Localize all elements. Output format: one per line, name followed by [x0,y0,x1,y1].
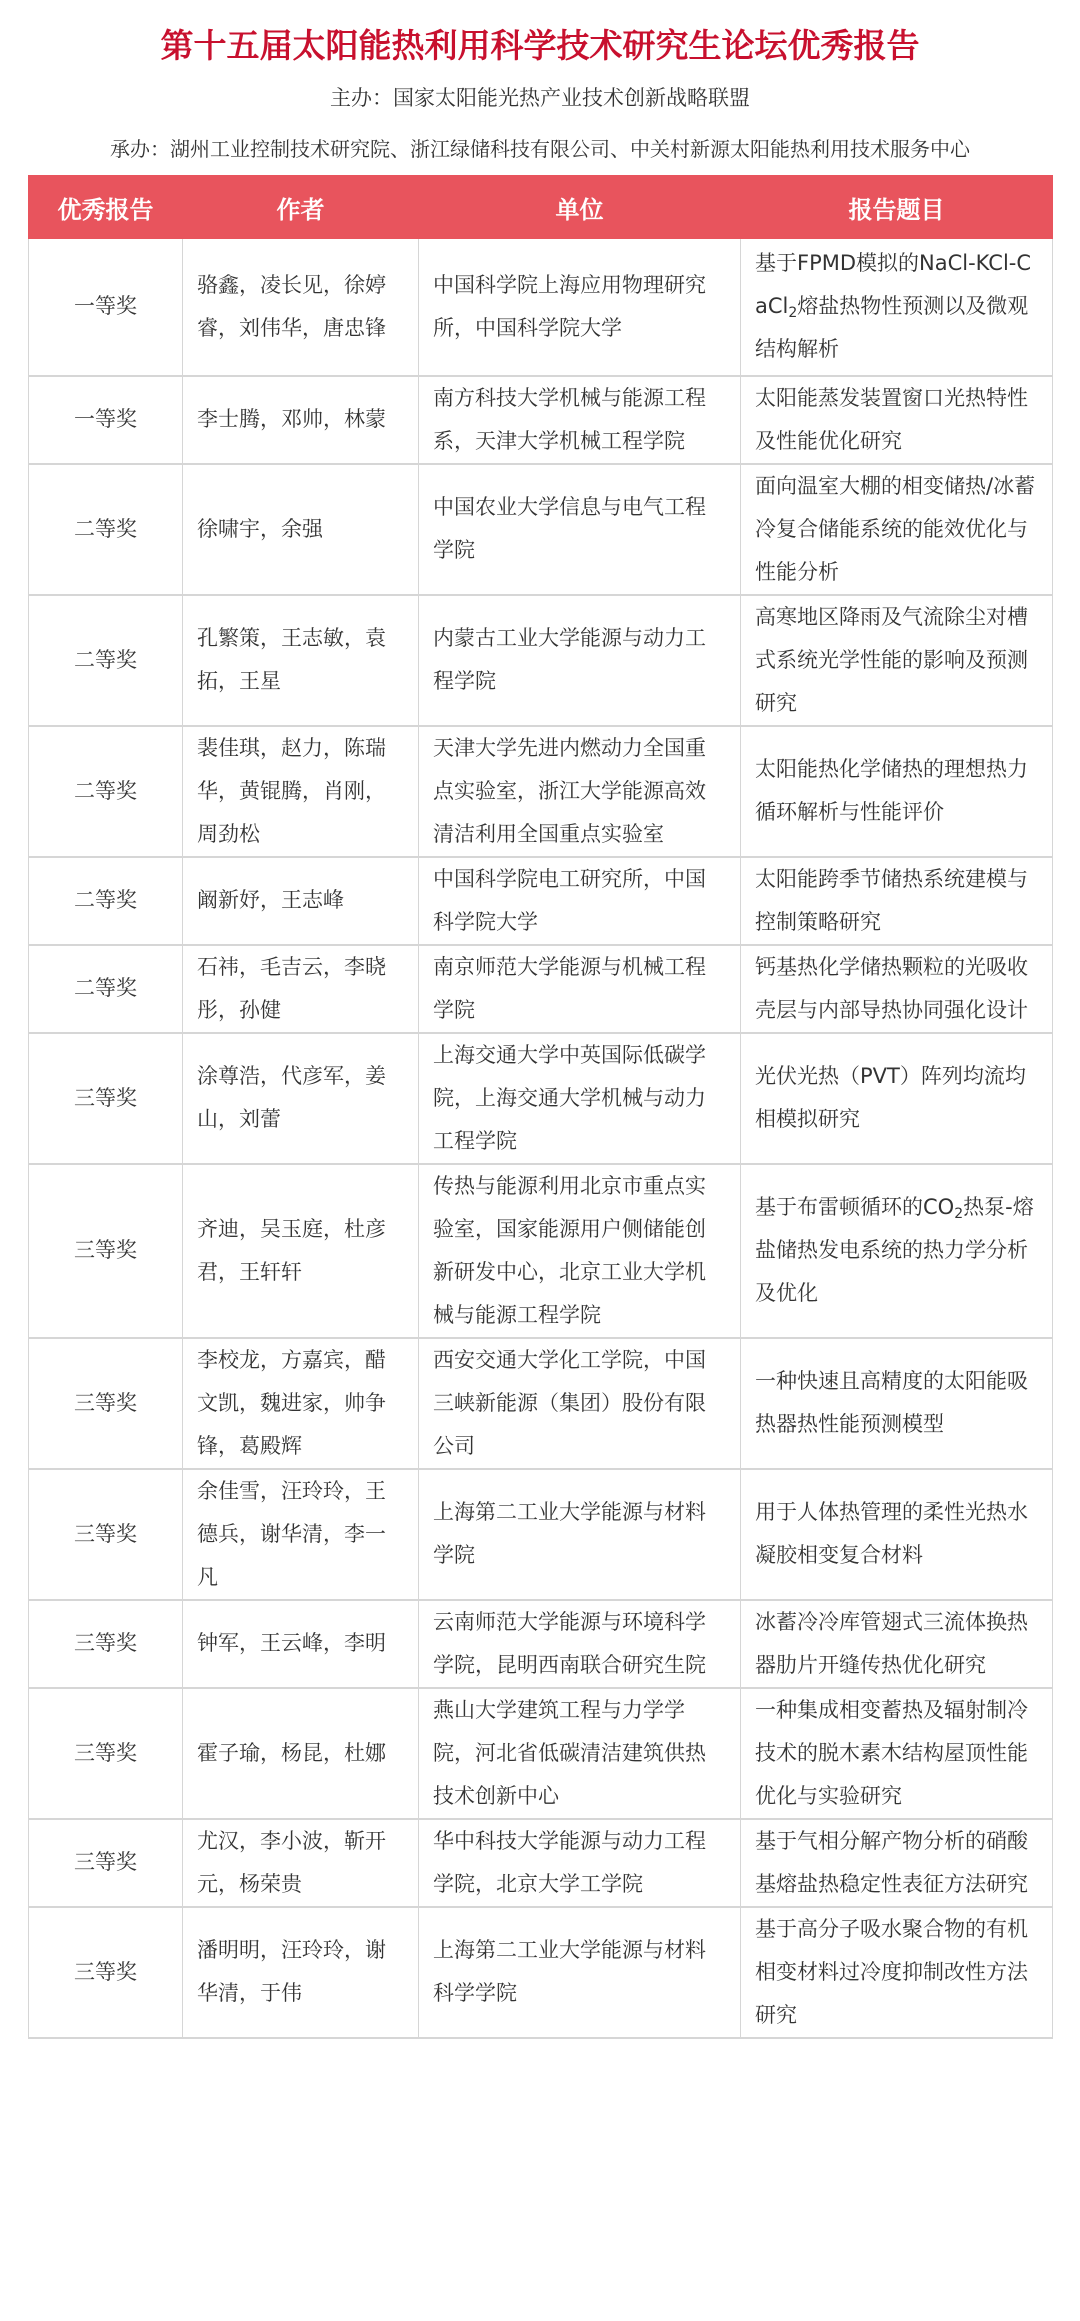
authors-cell: 阚新妤，王志峰 [183,857,419,945]
authors-cell: 骆鑫，凌长见，徐婷睿，刘伟华，唐忠锋 [183,239,419,376]
undertake-line: 承办：湖州工业控制技术研究院、浙江绿储科技有限公司、中关村新源太阳能热利用技术服务中心 [110,137,970,161]
report-title-cell [741,595,1053,726]
table-row [29,1907,1053,2038]
report-title-text: 光伏光热（PVT）阵列均流均相模拟研究 [755,1064,1026,1131]
table-row [29,726,1053,857]
unit-cell: 中国科学院电工研究所，中国科学院大学 [419,857,741,945]
report-title-text: 面向温室大棚的相变储热/冰蓄冷复合储能系统的能效优化与性能分析 [755,473,1036,584]
authors-cell: 齐迪，吴玉庭，杜彦君，王轩轩 [183,1164,419,1338]
report-title-text: 钙基热化学储热颗粒的光吸收壳层与内部导热协同强化设计 [755,954,1028,1022]
table-row [29,376,1053,464]
report-title-cell [741,464,1053,595]
table-row [29,464,1053,595]
report-title-cell [741,1033,1053,1164]
authors-cell: 涂尊浩，代彦军，姜山，刘蕾 [183,1033,419,1164]
authors-cell: 尤汉，李小波，靳开元，杨荣贵 [183,1819,419,1907]
report-title-text: 基于高分子吸水聚合物的有机相变材料过冷度抑制改性方法研究 [755,1916,1028,2027]
unit-cell: 传热与能源利用北京市重点实验室，国家能源用户侧储能创新研发中心，北京工业大学机械与能源工程学院 [419,1164,741,1338]
table-header-row [29,176,1053,239]
report-title-text: 一种集成相变蓄热及辐射制冷技术的脱木素木结构屋顶性能优化与实验研究 [755,1697,1028,1808]
authors-cell: 孔繁策，王志敏，袁拓，王星 [183,595,419,726]
award-rank-cell: 三等奖 [29,1164,183,1338]
unit-cell: 上海交通大学中英国际低碳学院，上海交通大学机械与动力工程学院 [419,1033,741,1164]
table-row [29,1600,1053,1688]
award-rank-cell: 二等奖 [29,726,183,857]
award-rank-cell: 三等奖 [29,1469,183,1600]
report-title-text: 高寒地区降雨及气流除尘对槽式系统光学性能的影响及预测研究 [755,604,1028,715]
report-title-cell [741,1600,1053,1688]
column-header-title: 报告题目 [741,176,1053,239]
report-title-cell [741,1164,1053,1338]
host-line: 主办：国家太阳能光热产业技术创新战略联盟 [330,86,750,110]
page-title: 第十五届太阳能热利用科学技术研究生论坛优秀报告 [160,26,920,65]
unit-cell: 天津大学先进内燃动力全国重点实验室，浙江大学能源高效清洁利用全国重点实验室 [419,726,741,857]
report-title-text: 用于人体热管理的柔性光热水凝胶相变复合材料 [755,1500,1028,1567]
award-rank-cell: 二等奖 [29,595,183,726]
award-rank-cell: 三等奖 [29,1338,183,1469]
authors-cell: 钟军，王云峰，李明 [183,1600,419,1688]
table-row [29,857,1053,945]
table-row [29,1469,1053,1600]
award-rank-cell: 三等奖 [29,1033,183,1164]
table-row [29,595,1053,726]
authors-cell: 徐啸宇，余强 [183,464,419,595]
unit-cell: 南方科技大学机械与能源工程系，天津大学机械工程学院 [419,376,741,464]
report-title-cell [741,1819,1053,1907]
unit-cell: 内蒙古工业大学能源与动力工程学院 [419,595,741,726]
report-title-text-cont: 热泵-熔盐储热发电系统的热力学分析及优化 [755,1195,1034,1305]
table-row [29,1033,1053,1164]
awards-table [28,175,1053,2039]
authors-cell: 潘明明，汪玲玲，谢华清，于伟 [183,1907,419,2038]
report-title-text-cont: 熔盐热物性预测以及微观结构解析 [755,294,1029,362]
authors-cell: 石祎，毛吉云，李晓彤，孙健 [183,945,419,1033]
column-header-unit: 单位 [419,176,741,239]
report-title-cell [741,1907,1053,2038]
unit-cell: 华中科技大学能源与动力工程学院，北京大学工学院 [419,1819,741,1907]
authors-cell: 李士腾，邓帅，林蒙 [183,376,419,464]
award-rank-cell: 二等奖 [29,945,183,1033]
award-rank-cell: 三等奖 [29,1600,183,1688]
authors-cell: 李校龙，方嘉宾，醋文凯，魏进家，帅争锋，葛殿辉 [183,1338,419,1469]
table-row [29,1338,1053,1469]
unit-cell: 上海第二工业大学能源与材料科学学院 [419,1907,741,2038]
report-title-cell [741,857,1053,945]
table-row [29,1819,1053,1907]
report-title-cell [741,376,1053,464]
report-title-cell [741,945,1053,1033]
report-title-cell [741,1338,1053,1469]
table-row [29,945,1053,1033]
report-title-cell [741,239,1053,376]
award-rank-cell: 一等奖 [29,239,183,376]
report-title-text: 基于布雷顿循环的CO [755,1195,955,1219]
award-rank-cell: 三等奖 [29,1819,183,1907]
award-rank-cell: 二等奖 [29,464,183,595]
authors-cell: 余佳雪，汪玲玲，王德兵，谢华清，李一凡 [183,1469,419,1600]
unit-cell: 燕山大学建筑工程与力学学院，河北省低碳清洁建筑供热技术创新中心 [419,1688,741,1819]
table-row [29,239,1053,376]
report-title-text: 基于气相分解产物分析的硝酸基熔盐热稳定性表征方法研究 [755,1828,1028,1896]
column-header-award: 优秀报告 [29,176,183,239]
report-title-text: 太阳能跨季节储热系统建模与控制策略研究 [755,866,1028,934]
unit-cell: 上海第二工业大学能源与材料学院 [419,1469,741,1600]
report-title-cell [741,726,1053,857]
report-title-text: 基于FPMD模拟的NaCl-KCl-CaCl [755,251,1032,319]
unit-cell: 云南师范大学能源与环境科学学院，昆明西南联合研究生院 [419,1600,741,1688]
report-title-text: 冰蓄冷冷库管翅式三流体换热器肋片开缝传热优化研究 [755,1609,1028,1677]
unit-cell: 中国科学院上海应用物理研究所，中国科学院大学 [419,239,741,376]
authors-cell: 裴佳琪，赵力，陈瑞华，黄锟腾，肖刚，周劲松 [183,726,419,857]
report-title-cell [741,1688,1053,1819]
report-title-cell [741,1469,1053,1600]
report-title-text: 太阳能热化学储热的理想热力循环解析与性能评价 [755,757,1028,824]
report-title-subscript: 2 [788,305,798,322]
report-title-subscript: 2 [954,1206,964,1222]
award-rank-cell: 二等奖 [29,857,183,945]
report-title-text: 一种快速且高精度的太阳能吸热器热性能预测模型 [755,1369,1028,1436]
table-row [29,1688,1053,1819]
column-header-authors: 作者 [183,176,419,239]
unit-cell: 中国农业大学信息与电气工程学院 [419,464,741,595]
table-row [29,1164,1053,1338]
authors-cell: 霍子瑜，杨昆，杜娜 [183,1688,419,1819]
unit-cell: 西安交通大学化工学院，中国三峡新能源（集团）股份有限公司 [419,1338,741,1469]
report-title-text: 太阳能蒸发装置窗口光热特性及性能优化研究 [755,385,1028,453]
unit-cell: 南京师范大学能源与机械工程学院 [419,945,741,1033]
award-rank-cell: 三等奖 [29,1688,183,1819]
award-rank-cell: 一等奖 [29,376,183,464]
award-rank-cell: 三等奖 [29,1907,183,2038]
